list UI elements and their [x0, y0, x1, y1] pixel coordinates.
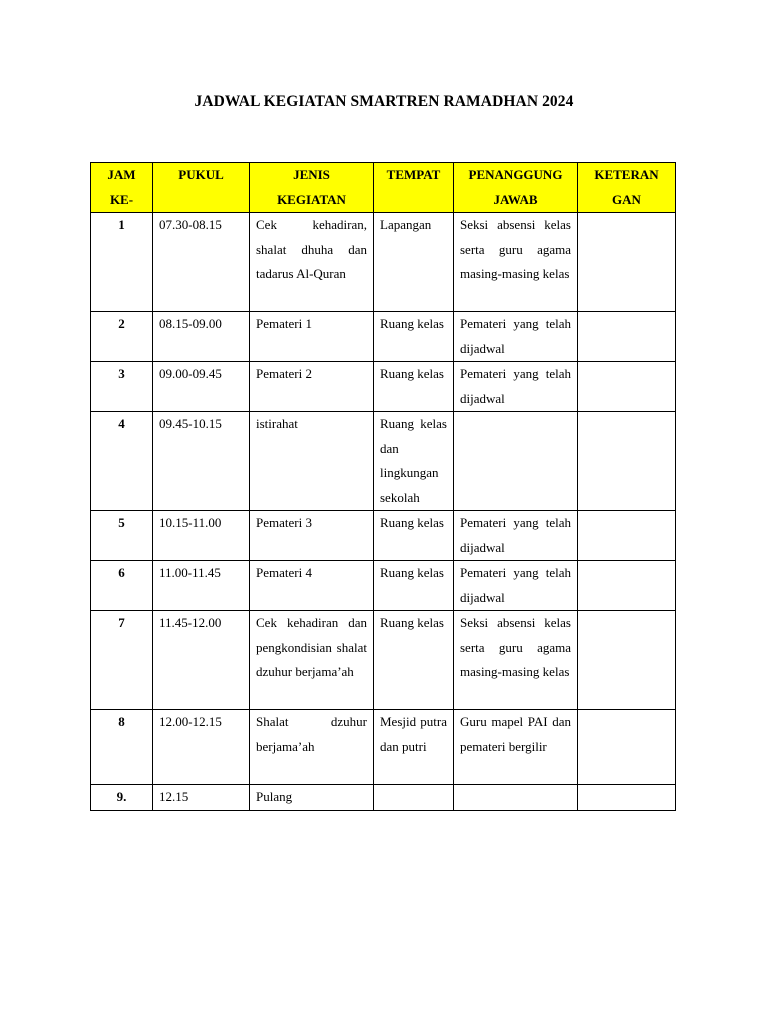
cell-kegiatan: Pemateri 4 — [250, 561, 374, 611]
cell-tempat: Ruang kelas — [374, 611, 454, 710]
cell-tempat: Ruang kelas — [374, 511, 454, 561]
cell-penanggung-jawab: Pemateri yang telah dijadwal — [454, 362, 578, 412]
cell-pukul: 12.00-12.15 — [153, 710, 250, 785]
cell-kegiatan: Pulang — [250, 785, 374, 811]
cell-tempat: Lapangan — [374, 213, 454, 312]
cell-pukul: 09.00-09.45 — [153, 362, 250, 412]
cell-jam: 5 — [91, 511, 153, 561]
cell-tempat: Ruang kelas — [374, 561, 454, 611]
cell-tempat: Mesjid putra dan putri — [374, 710, 454, 785]
cell-kegiatan: istirahat — [250, 412, 374, 511]
table-row — [91, 785, 676, 811]
cell-kegiatan: Pemateri 3 — [250, 511, 374, 561]
cell-kegiatan: Pemateri 1 — [250, 312, 374, 362]
cell-jam: 4 — [91, 412, 153, 511]
cell-pukul: 07.30-08.15 — [153, 213, 250, 312]
table-row — [91, 611, 676, 710]
cell-penanggung-jawab: Pemateri yang telah dijadwal — [454, 312, 578, 362]
table-row — [91, 412, 676, 511]
cell-penanggung-jawab — [454, 785, 578, 811]
cell-keterangan — [578, 785, 676, 811]
table-row — [91, 362, 676, 412]
cell-penanggung-jawab: Pemateri yang telah dijadwal — [454, 561, 578, 611]
table-row — [91, 213, 676, 312]
cell-jam: 2 — [91, 312, 153, 362]
table-row — [91, 511, 676, 561]
cell-jam: 3 — [91, 362, 153, 412]
cell-keterangan — [578, 710, 676, 785]
cell-pukul: 10.15-11.00 — [153, 511, 250, 561]
cell-penanggung-jawab: Pemateri yang telah dijadwal — [454, 511, 578, 561]
cell-keterangan — [578, 561, 676, 611]
cell-keterangan — [578, 213, 676, 312]
cell-pukul: 08.15-09.00 — [153, 312, 250, 362]
header-jam: JAM KE- — [91, 163, 153, 213]
cell-tempat — [374, 785, 454, 811]
cell-jam: 9. — [91, 785, 153, 811]
header-penanggung-jawab: PENANGGUNG JAWAB — [454, 163, 578, 213]
cell-kegiatan: Shalat dzuhur berjama’ah — [250, 710, 374, 785]
table-row — [91, 710, 676, 785]
cell-pukul: 12.15 — [153, 785, 250, 811]
cell-penanggung-jawab: Guru mapel PAI dan pemateri bergilir — [454, 710, 578, 785]
cell-kegiatan: Cek kehadiran dan pengkondisian shalat dzuhur berjama’ah — [250, 611, 374, 710]
cell-tempat: Ruang kelas — [374, 312, 454, 362]
cell-penanggung-jawab — [454, 412, 578, 511]
cell-keterangan — [578, 511, 676, 561]
cell-kegiatan: Pemateri 2 — [250, 362, 374, 412]
header-tempat: TEMPAT — [374, 163, 454, 213]
cell-jam: 8 — [91, 710, 153, 785]
cell-tempat: Ruang kelas dan lingkungan sekolah — [374, 412, 454, 511]
table-row — [91, 312, 676, 362]
cell-pukul: 11.00-11.45 — [153, 561, 250, 611]
page-title: JADWAL KEGIATAN SMARTREN RAMADHAN 2024 — [194, 93, 574, 110]
cell-pukul: 11.45-12.00 — [153, 611, 250, 710]
table-header-row — [91, 163, 676, 213]
cell-penanggung-jawab: Seksi absensi kelas serta guru agama masing-masing kelas — [454, 213, 578, 312]
cell-jam: 7 — [91, 611, 153, 710]
cell-keterangan — [578, 412, 676, 511]
cell-penanggung-jawab: Seksi absensi kelas serta guru agama masing-masing kelas — [454, 611, 578, 710]
cell-jam: 6 — [91, 561, 153, 611]
cell-keterangan — [578, 362, 676, 412]
cell-keterangan — [578, 611, 676, 710]
schedule-table — [90, 162, 676, 811]
cell-keterangan — [578, 312, 676, 362]
header-pukul: PUKUL — [153, 163, 250, 213]
cell-kegiatan: Cek kehadiran, shalat dhuha dan tadarus Al-Quran — [250, 213, 374, 312]
cell-pukul: 09.45-10.15 — [153, 412, 250, 511]
cell-jam: 1 — [91, 213, 153, 312]
header-jenis-kegiatan: JENIS KEGIATAN — [250, 163, 374, 213]
header-keterangan: KETERAN GAN — [578, 163, 676, 213]
table-row — [91, 561, 676, 611]
cell-tempat: Ruang kelas — [374, 362, 454, 412]
